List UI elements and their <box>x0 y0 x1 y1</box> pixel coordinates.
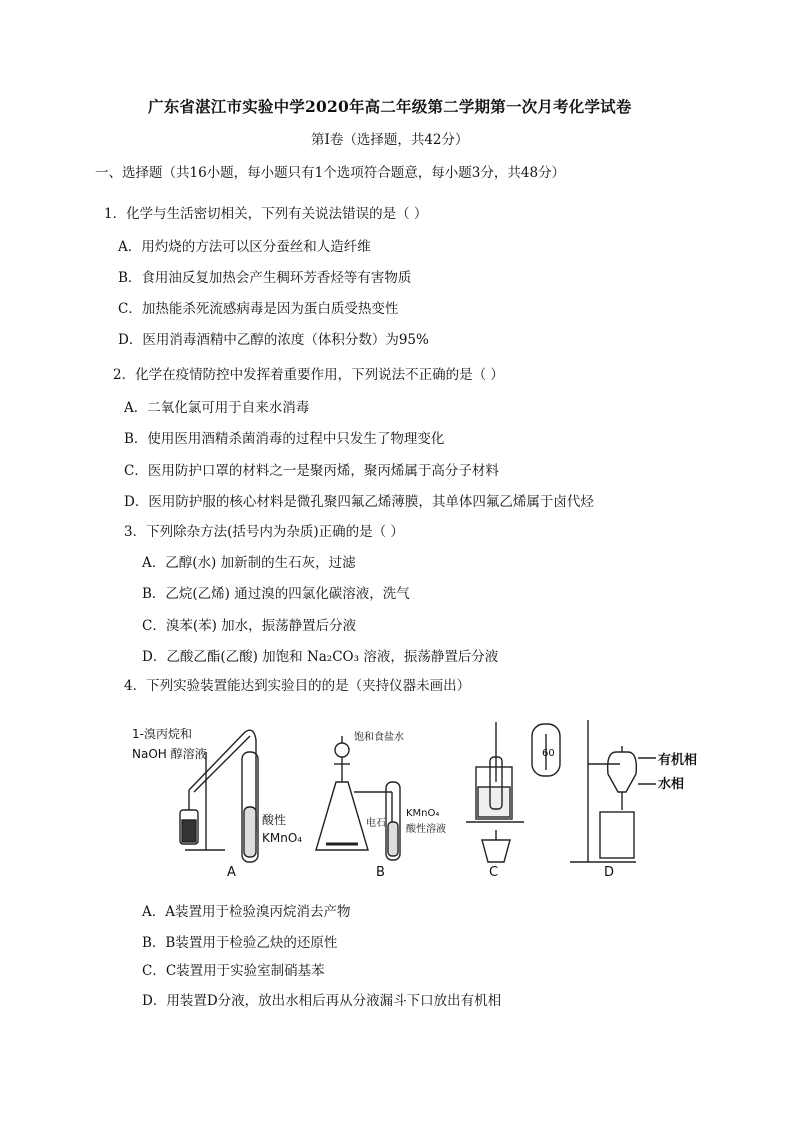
question-1-stem: 1．化学与生活密切相关，下列有关说法错误的是（ ） <box>104 206 428 222</box>
q2-option-d: D．医用防护服的核心材料是微孔聚四氟乙烯薄膜，其单体四氟乙烯属于卤代烃 <box>124 494 594 510</box>
fig-caption-c: C <box>489 865 499 880</box>
apparatus-c <box>466 722 560 862</box>
fig-caption-a: A <box>227 865 236 880</box>
q2-option-a: A．二氧化氯可用于自来水消毒 <box>124 400 310 416</box>
fig-caption-b: B <box>376 865 385 880</box>
question-4-stem: 4．下列实验装置能达到实验目的的是（夹持仪器未画出） <box>124 678 471 694</box>
apparatus-b <box>316 736 400 860</box>
q4-option-d: D．用装置D分液，放出水相后再从分液漏斗下口放出有机相 <box>142 993 502 1009</box>
q2-option-c: C．医用防护口罩的材料之一是聚丙烯，聚丙烯属于高分子材料 <box>124 463 499 479</box>
q1-option-c: C．加热能杀死流感病毒是因为蛋白质受热变性 <box>118 301 399 317</box>
q3-option-c: C．溴苯(苯) 加水，振荡静置后分液 <box>142 618 357 634</box>
apparatus-d <box>570 720 656 862</box>
apparatus-figure <box>130 712 698 882</box>
page-subtitle: 第Ⅰ卷（选择题，共42分） <box>311 132 469 148</box>
fig-b-label-4: 酸性溶液 <box>406 824 446 835</box>
q1-option-a: A．用灼烧的方法可以区分蚕丝和人造纤维 <box>118 239 371 255</box>
page-title: 广东省湛江市实验中学2020年高二年级第二学期第一次月考化学试卷 <box>148 97 632 116</box>
q3-option-a: A．乙醇(水) 加新制的生石灰，过滤 <box>142 555 356 571</box>
q4-option-c: C．C装置用于实验室制硝基苯 <box>142 963 325 979</box>
fig-a-label-1: 1-溴丙烷和 <box>132 727 192 741</box>
question-2-stem: 2．化学在疫情防控中发挥着重要作用，下列说法不正确的是（ ） <box>113 367 504 383</box>
q3-option-d: D．乙酸乙酯(乙酸) 加饱和 Na₂CO₃ 溶液，振荡静置后分液 <box>142 649 499 665</box>
q1-option-d: D．医用消毒酒精中乙醇的浓度（体积分数）为95% <box>118 332 429 348</box>
fig-d-label-1: 有机相 <box>658 753 698 768</box>
fig-b-label-3: KMnO₄ <box>406 808 440 819</box>
fig-d-label-2: 水相 <box>658 777 685 792</box>
q1-option-b: B．食用油反复加热会产生稠环芳香烃等有害物质 <box>118 270 412 286</box>
q2-option-b: B．使用医用酒精杀菌消毒的过程中只发生了物理变化 <box>124 431 445 447</box>
fig-a-label-4: KMnO₄ <box>262 831 303 845</box>
fig-caption-d: D <box>604 865 615 880</box>
q4-option-a: A．A装置用于检验溴丙烷消去产物 <box>142 904 351 920</box>
fig-b-label-2: 电石 <box>366 818 386 829</box>
q4-option-b: B．B装置用于检验乙炔的还原性 <box>142 935 338 951</box>
question-3-stem: 3．下列除杂方法(括号内为杂质)正确的是（ ） <box>124 524 404 540</box>
fig-a-label-2: NaOH 醇溶液 <box>132 747 207 761</box>
q3-option-b: B．乙烷(乙烯) 通过溴的四氯化碳溶液，洗气 <box>142 586 410 602</box>
fig-b-label-1: 饱和食盐水 <box>354 732 404 743</box>
fig-c-thermometer: 60 <box>542 748 555 759</box>
fig-a-label-3: 酸性 <box>262 813 287 827</box>
section-heading: 一、选择题（共16小题，每小题只有1个选项符合题意，每小题3分，共48分） <box>95 165 566 181</box>
